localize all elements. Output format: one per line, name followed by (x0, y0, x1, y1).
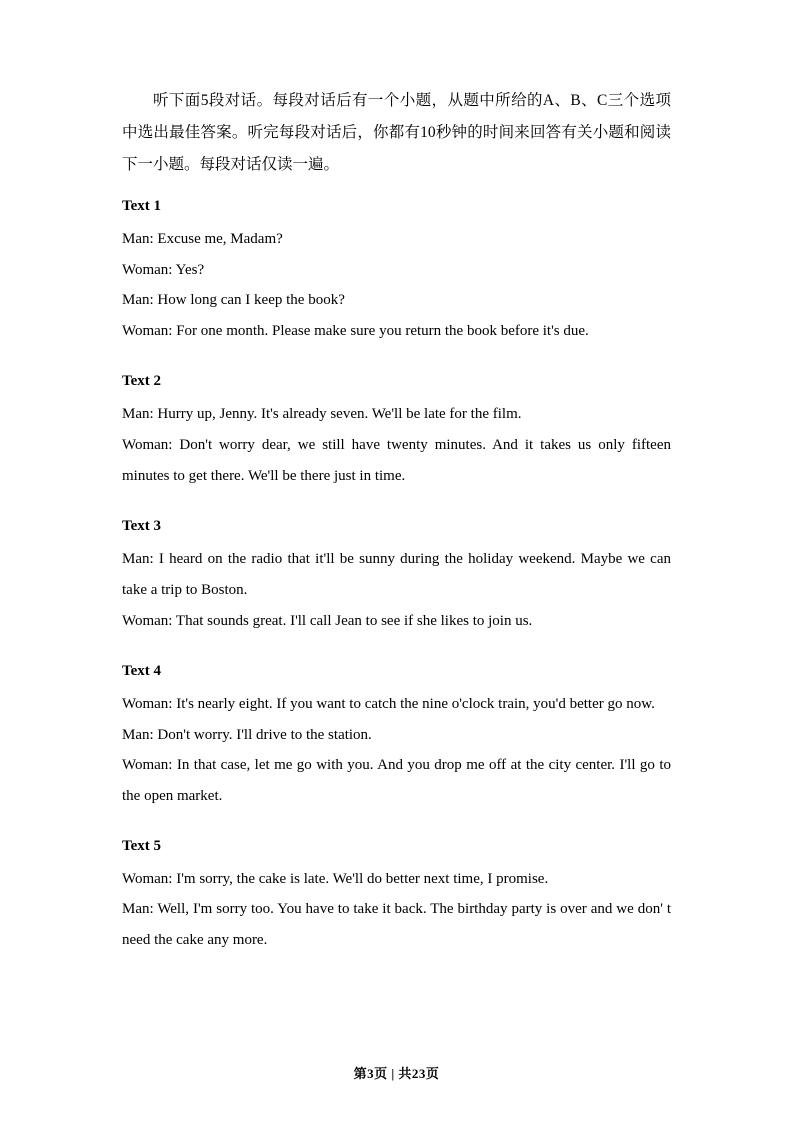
text-block-heading: Text 2 (122, 373, 162, 390)
dialogue-line: Woman: Don't worry dear, we still have twenty minutes. And it takes us only fifteen minutes to get there. We'll be there just in time. (122, 437, 671, 485)
text-block-1 (122, 194, 671, 348)
dialogue-line: Man: Don't worry. I'll drive to the station. (122, 726, 372, 743)
text-block-5 (122, 834, 671, 955)
text-block-4 (122, 659, 671, 813)
text-block-heading: Text 4 (122, 662, 162, 679)
dialogue-line: Woman: In that case, let me go with you. And you drop me off at the city center. I'll go to the open market. (122, 757, 671, 805)
text-block-heading: Text 3 (122, 517, 162, 534)
dialogue-line: Man: Well, I'm sorry too. You have to take it back. The birthday party is over and we don' t need the cake any more. (122, 901, 671, 948)
dialogue-line: Man: How long can I keep the book? (122, 292, 345, 309)
text-block-2 (122, 369, 671, 492)
page-footer: 第3页 | 共23页 (353, 1066, 440, 1081)
text-block-3 (122, 514, 671, 637)
document-content (122, 85, 671, 955)
dialogue-line: Woman: It's nearly eight. If you want to catch the nine o'clock train, you'd better go now. (122, 695, 655, 712)
dialogue-line: Woman: I'm sorry, the cake is late. We'll do better next time, I promise. (122, 871, 549, 888)
text-block-heading: Text 1 (122, 197, 162, 214)
dialogue-line: Man: I heard on the radio that it'll be sunny during the holiday weekend. Maybe we can take a trip to Boston. (122, 550, 671, 598)
dialogue-line: Man: Excuse me, Madam? (122, 230, 283, 247)
dialogue-line: Man: Hurry up, Jenny. It's already seven. We'll be late for the film. (122, 406, 522, 423)
intro-paragraph: 听下面5段对话。每段对话后有一个小题，从题中所给的A、B、C三个选项中选出最佳答案。听完每段对话后，你都有10秒钟的时间来回答有关小题和阅读下一小题。每段对话仅读一遍。 (122, 92, 671, 174)
dialogue-line: Woman: That sounds great. I'll call Jean to see if she likes to join us. (122, 612, 533, 629)
dialogue-line: Woman: For one month. Please make sure you return the book before it's due. (122, 323, 589, 340)
dialogue-line: Woman: Yes? (122, 261, 205, 278)
text-block-heading: Text 5 (122, 838, 162, 855)
